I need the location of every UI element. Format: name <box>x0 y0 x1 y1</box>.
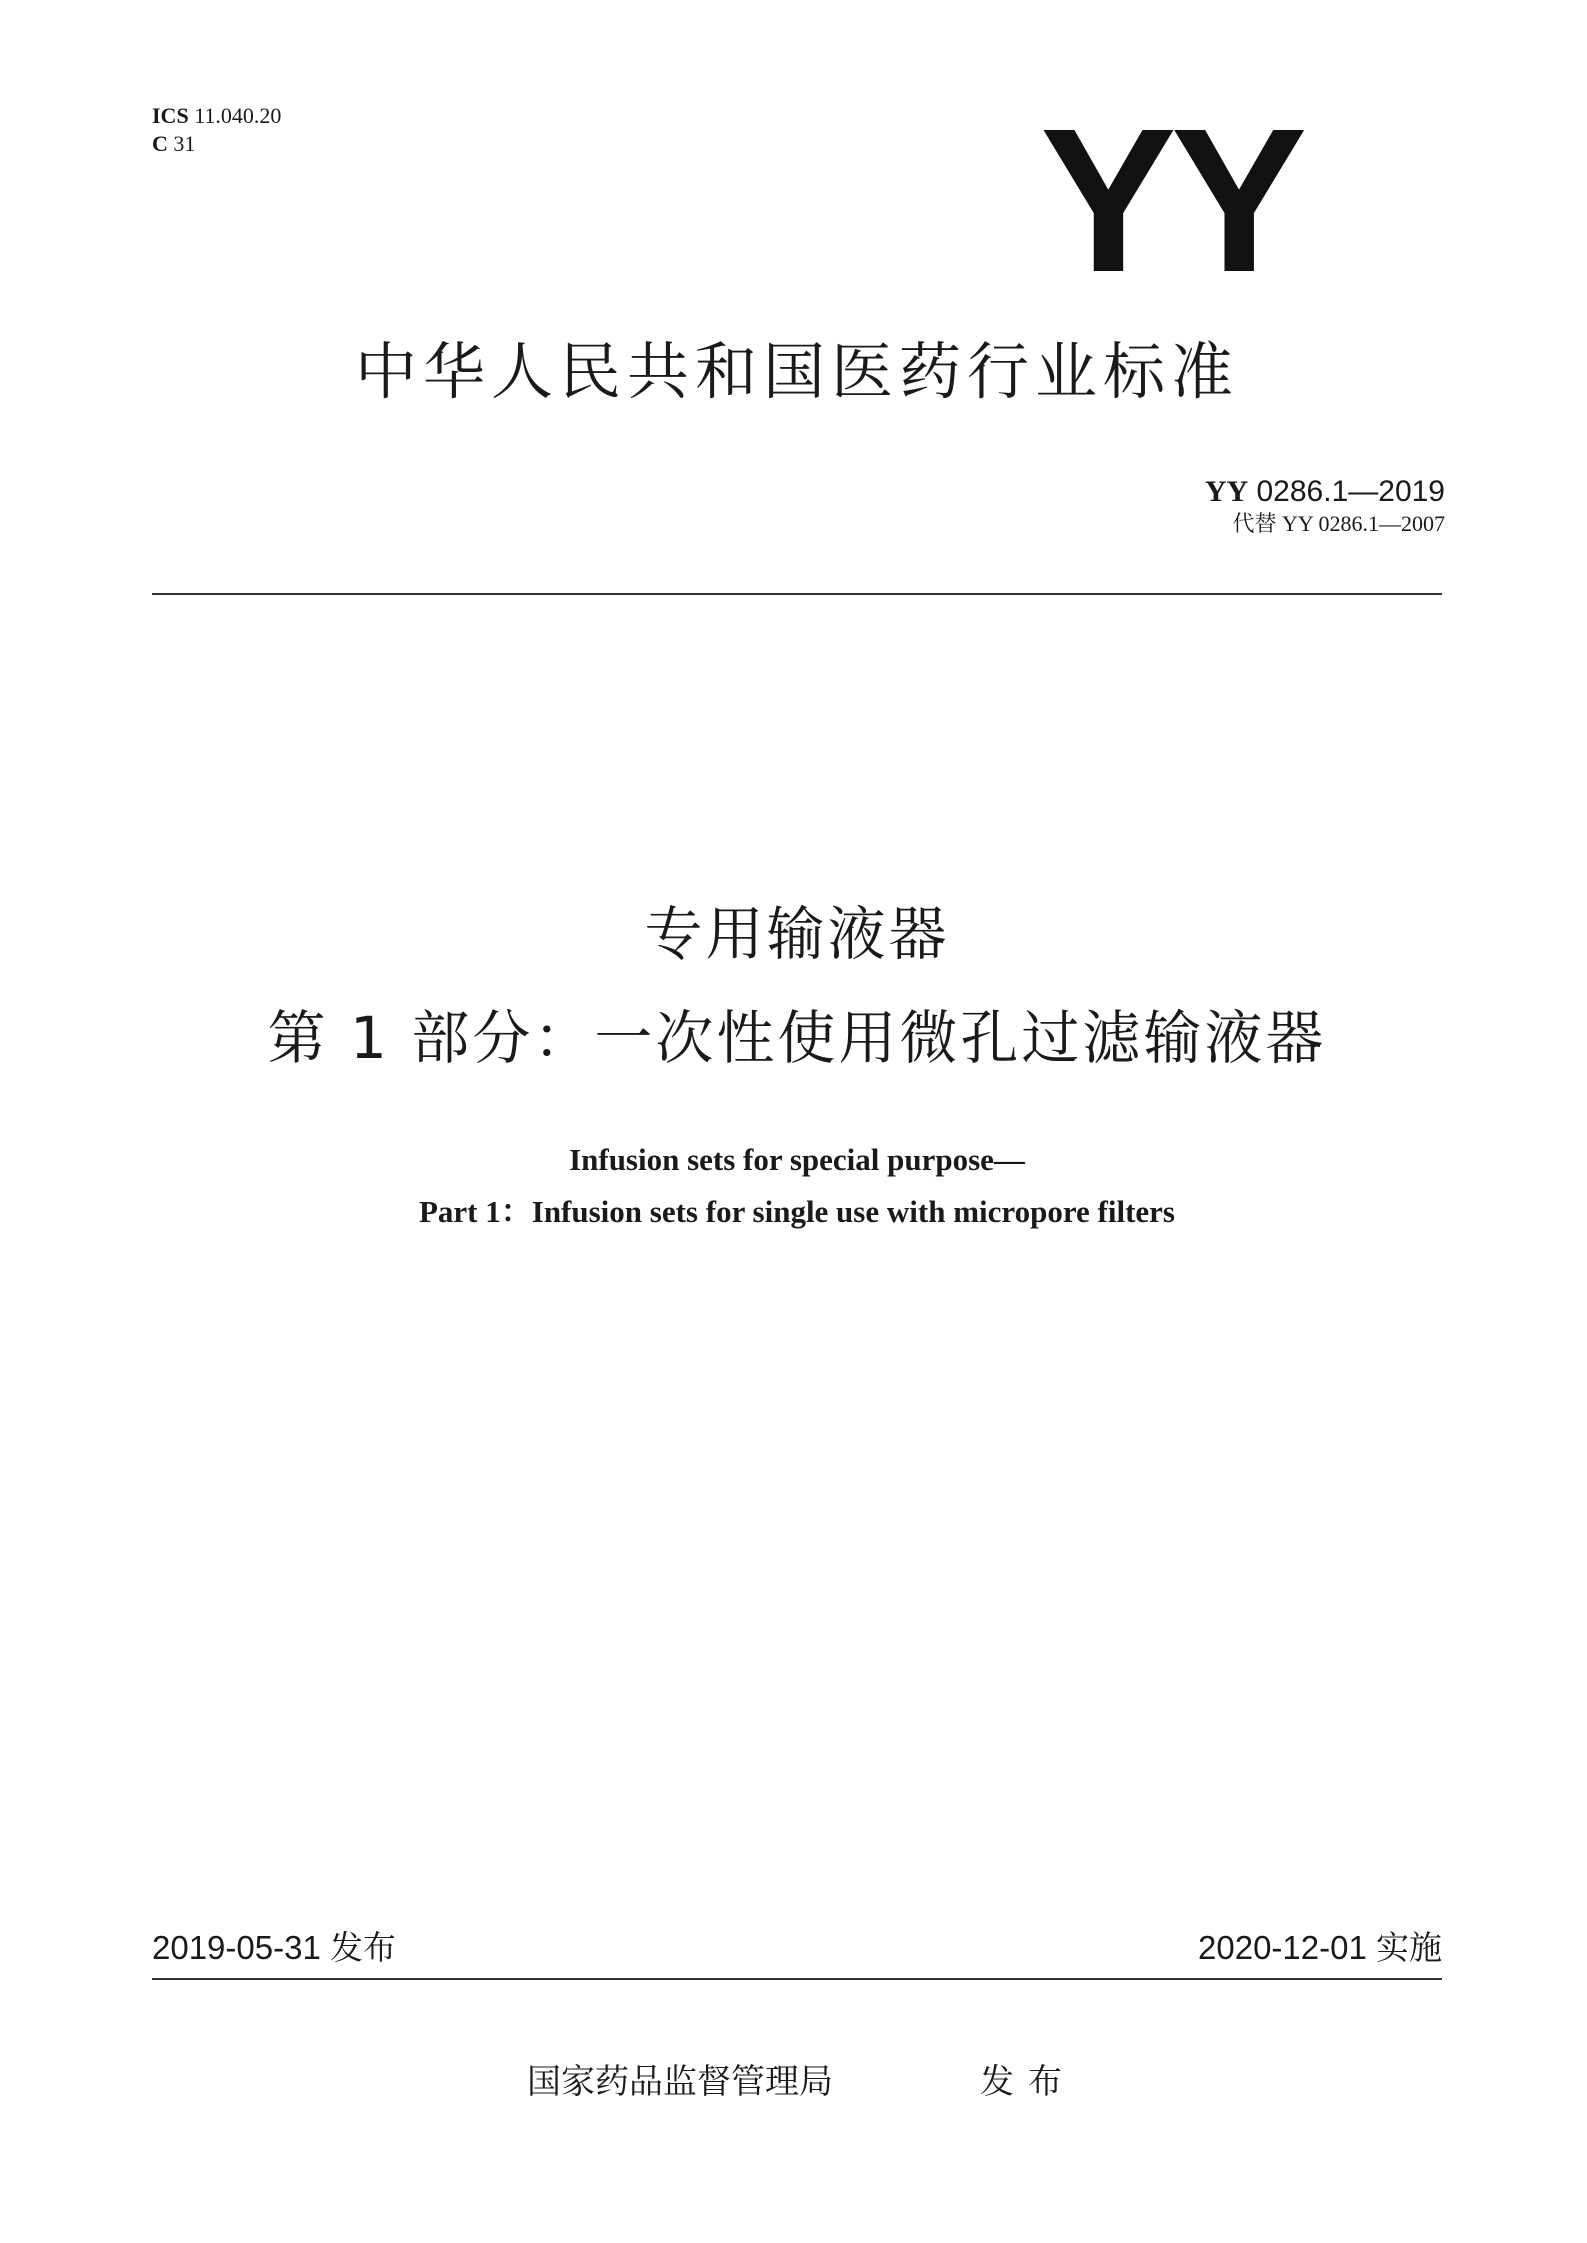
publisher-name: 国家药品监督管理局 <box>527 2062 833 2102</box>
header-divider <box>152 593 1442 595</box>
ics-code: 11.040.20 <box>194 103 282 128</box>
ccs-line <box>152 130 281 158</box>
ics-line <box>152 102 281 130</box>
publish-word: 发布 <box>980 2062 1076 2102</box>
yy-logo: YY <box>1040 86 1302 315</box>
footer-divider <box>152 1978 1442 1980</box>
en-title-line-1: Infusion sets for special purpose— <box>569 1142 1025 1177</box>
ics-label: ICS <box>152 103 189 128</box>
standard-number <box>1205 474 1445 510</box>
ccs-label: C <box>152 131 168 156</box>
standard-category-name: 中华人民共和国医药行业标准 <box>354 335 1239 408</box>
implementation-date: 2020-12-01 实施 <box>1198 1929 1442 1966</box>
replaces-standard: 代替 YY 0286.1—2007 <box>1232 511 1445 536</box>
cn-title-line-1: 专用输液器 <box>644 900 950 968</box>
standard-number-prefix: YY <box>1204 475 1249 508</box>
standard-number-value: 0286.1—2019 <box>1256 475 1445 508</box>
cn-title-line-2: 第 1 部分：一次性使用微孔过滤输液器 <box>267 1004 1327 1072</box>
en-title-line-2: Part 1：Infusion sets for single use with micropore filters <box>418 1194 1175 1229</box>
issue-date: 2019-05-31 发布 <box>152 1929 396 1966</box>
classification-codes <box>152 102 281 158</box>
ccs-code: 31 <box>173 131 196 156</box>
